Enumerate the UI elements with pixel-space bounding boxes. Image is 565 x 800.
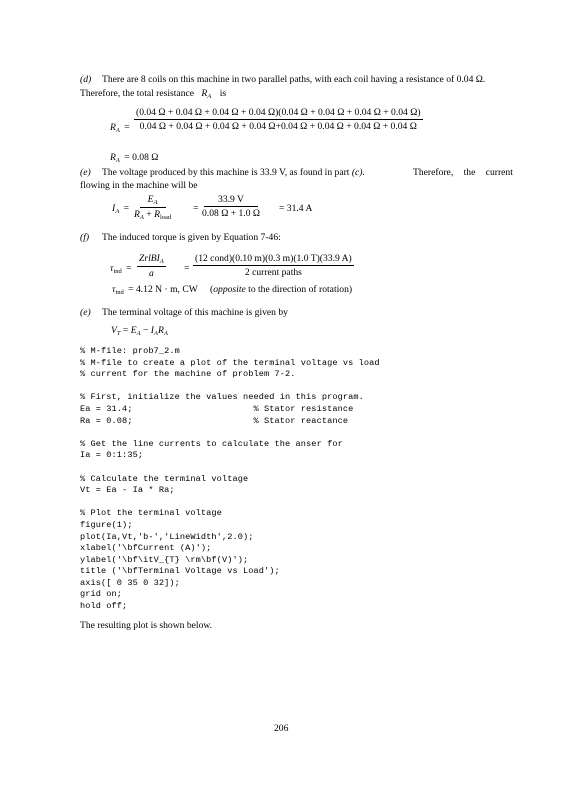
- code-line: [80, 497, 380, 509]
- part-d-line1: There are 8 coils on this machine in two parallel paths, with each coil having a resistance of 0.04 Ω.: [102, 74, 486, 85]
- part-e1-line1-ref: (c).: [351, 167, 365, 178]
- eq-tau-frac1-den: a: [148, 268, 154, 279]
- eq-ra-numerator: (0.04 Ω + 0.04 Ω + 0.04 Ω + 0.04 Ω)(0.04 Ω + 0.04 Ω + 0.04 Ω + 0.04 Ω): [136, 107, 421, 118]
- eq-tau-frac1: [137, 253, 166, 279]
- eq-tau-frac2-den: 2 current paths: [244, 267, 302, 278]
- tau-result-value: = 4.12 N · m, CW: [128, 284, 198, 295]
- closing-text: The resulting plot is shown below.: [80, 620, 213, 631]
- eq-tau-sub: ind: [113, 268, 122, 275]
- tau-result: [112, 284, 352, 296]
- eq-tau-frac1-num: [137, 253, 166, 267]
- part-d-label: (d): [80, 74, 92, 85]
- part-e2-line1: The terminal voltage of this machine is given by: [102, 307, 288, 318]
- ra-result-sub: A: [115, 157, 120, 164]
- eq-ra-fraction: [134, 107, 423, 132]
- eq-ra-equals: =: [124, 122, 130, 133]
- part-e1-line1-a: The voltage produced by this machine is 33.9 V, as found in part: [102, 167, 350, 178]
- tau-note-rest: to the direction of rotation): [248, 284, 353, 295]
- eq-ia-var: I: [112, 203, 116, 214]
- code-line: Ra = 0.08; % Stator reactance: [80, 415, 349, 426]
- part-e1-line2: flowing in the machine will be: [80, 180, 198, 191]
- ra-result-var: R: [110, 152, 116, 163]
- tau-note-open: (: [210, 284, 214, 295]
- page-number: 206: [274, 723, 289, 734]
- eq-tau-frac1-num-text: ZrlBI: [139, 253, 160, 264]
- eq-ia-equals: =: [123, 203, 130, 214]
- eq-ra-sub: A: [115, 127, 120, 134]
- code-line: title ('\bfTerminal Voltage vs Load');: [80, 566, 280, 577]
- part-e2-label: (e): [80, 307, 91, 318]
- code-line: hold off;: [80, 601, 128, 612]
- matlab-code-block: [80, 346, 380, 613]
- eq-tau-symbol: τ: [110, 263, 114, 274]
- eq-ia-frac1-den: $R_A + R_{load}$: [134, 209, 172, 221]
- eq-tau-frac2-num: (12 cond)(0.10 m)(0.3 m)(1.0 T)(33.9 A): [195, 253, 352, 264]
- tau-note-emph: opposite: [213, 284, 246, 295]
- part-f-line1: The induced torque is given by Equation 7-46:: [102, 232, 281, 243]
- part-d-line2: [80, 88, 226, 100]
- code-line: % Plot the terminal voltage: [80, 508, 222, 519]
- part-d-line2-sub: A: [207, 93, 212, 100]
- part-d-line2-end: is: [219, 88, 227, 99]
- code-line: grid on;: [80, 589, 123, 600]
- eq-tau-equals2: =: [184, 263, 190, 274]
- eq-tau-frac1-num-sub: A: [159, 258, 164, 265]
- part-d-line2-text: Therefore, the total resistance: [80, 88, 195, 99]
- code-line: xlabel('\bfCurrent (A)');: [80, 543, 212, 554]
- eq-tau-frac2: [193, 253, 354, 278]
- code-line: % First, initialize the values needed in this program.: [80, 392, 364, 403]
- vt-equation: $V_T = E_A - I_AR_A$: [111, 325, 168, 337]
- eq-tau-equals: =: [126, 263, 132, 274]
- tau-result-sub: ind: [115, 289, 124, 296]
- eq-ia-result: = 31.4 A: [279, 203, 313, 214]
- part-e1-line1: [102, 167, 365, 178]
- eq-ia-frac1-num-sub: A: [153, 199, 158, 206]
- code-line: ylabel('\bf\itV_{T} \rm\bf(V)');: [80, 554, 249, 565]
- eq-ra-var: R: [110, 122, 116, 133]
- part-e1-label: (e): [80, 167, 91, 178]
- eq-tau-lhs: [110, 263, 132, 275]
- ra-result-value: = 0.08 Ω: [124, 152, 159, 163]
- code-line: % Get the line currents to calculate the anser for: [80, 438, 343, 449]
- eq-ia-frac2-den: 0.08 Ω + 1.0 Ω: [202, 208, 261, 219]
- code-line: Ia = 0:1:35;: [80, 450, 144, 461]
- code-line: Vt = Ea - Ia * Ra;: [80, 485, 175, 496]
- code-line: axis([ 0 35 0 32]);: [80, 577, 180, 588]
- part-e1-line1-b: Therefore, the current: [413, 167, 513, 178]
- eq-ia-frac2-num: 33.9 V: [204, 194, 258, 207]
- code-line: plot(Ia,Vt,'b-','LineWidth',2.0);: [80, 531, 254, 542]
- code-line: % M-file: prob7_2.m: [80, 346, 180, 356]
- part-d-line2-var: R: [201, 88, 208, 99]
- code-line: % M-file to create a plot of the terminal voltage vs load: [80, 357, 380, 368]
- code-line: [80, 427, 380, 439]
- tau-result-symbol: τ: [112, 284, 116, 295]
- eq-ia-sub: A: [115, 208, 120, 215]
- code-line: [80, 462, 380, 474]
- code-line: figure(1);: [80, 519, 133, 530]
- eq-ra-denominator: 0.04 Ω + 0.04 Ω + 0.04 Ω + 0.04 Ω+0.04 Ω + 0.04 Ω + 0.04 Ω + 0.04 Ω: [139, 121, 417, 132]
- ra-result: [110, 152, 158, 164]
- eq-ia-equals2: =: [193, 203, 199, 214]
- eq-ia-frac1-num-var: E: [147, 194, 154, 205]
- eq-ia-frac1-num: [140, 194, 166, 208]
- code-line: Ea = 31.4; % Stator resistance: [80, 403, 354, 414]
- eq-ia-frac1: [134, 194, 171, 221]
- part-f-label: (f): [80, 232, 90, 243]
- eq-ia-lhs: [112, 203, 129, 215]
- code-line: % current for the machine of problem 7-2.: [80, 369, 296, 380]
- code-line: % Calculate the terminal voltage: [80, 473, 249, 484]
- eq-ra-lhs: [110, 122, 130, 134]
- code-line: [80, 381, 380, 393]
- eq-ia-frac2: [202, 194, 260, 219]
